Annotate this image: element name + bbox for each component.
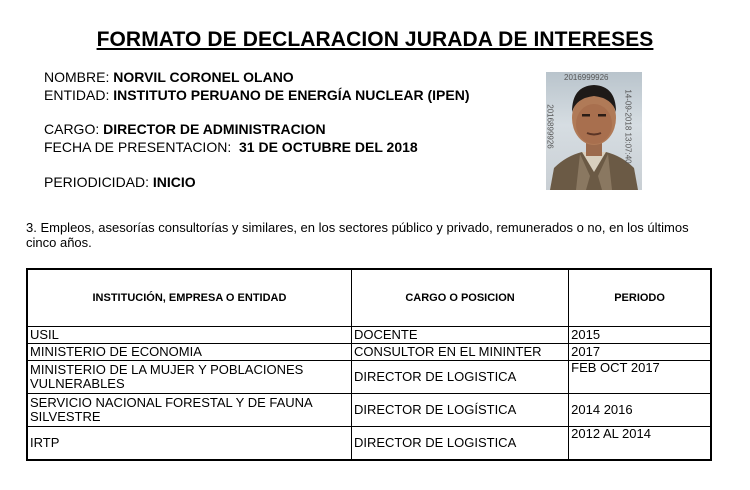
table-row <box>27 344 711 361</box>
cell-cargo: CONSULTOR EN EL MININTER <box>351 344 568 361</box>
table-row <box>27 361 711 394</box>
table-row <box>27 394 711 427</box>
cell-periodo: 2015 <box>569 327 711 344</box>
cell-institucion: MINISTERIO DE LA MUJER Y POBLACIONES VULNERABLES <box>27 361 351 394</box>
periodicidad-value: INICIO <box>152 174 196 190</box>
cell-periodo: FEB OCT 2017 <box>569 361 711 394</box>
cell-cargo: DIRECTOR DE LOGISTICA <box>351 361 568 394</box>
cargo-label: CARGO: <box>44 121 104 137</box>
cell-cargo: DIRECTOR DE LOGÍSTICA <box>351 394 568 427</box>
cell-cargo: DIRECTOR DE LOGISTICA <box>351 427 568 461</box>
header-cargo: CARGO O POSICION <box>351 269 568 327</box>
cell-institucion: USIL <box>27 327 351 344</box>
cell-institucion: MINISTERIO DE ECONOMIA <box>27 344 351 361</box>
cargo-line <box>44 121 326 137</box>
photo-stamp-id-left: 2016899926 <box>546 104 555 149</box>
nombre-line <box>44 69 294 85</box>
nombre-value: NORVIL CORONEL OLANO <box>113 69 294 85</box>
table-row <box>27 427 711 461</box>
table-row <box>27 327 711 344</box>
header-periodo: PERIODO <box>569 269 711 327</box>
employment-table <box>26 268 712 461</box>
entidad-label: ENTIDAD: <box>44 87 114 103</box>
fecha-line <box>44 139 418 155</box>
cargo-value: DIRECTOR DE ADMINISTRACION <box>103 121 326 137</box>
entidad-value: INSTITUTO PERUANO DE ENERGÍA NUCLEAR (IPEN) <box>113 87 470 103</box>
periodicidad-line <box>44 174 196 190</box>
cell-periodo: 2012 AL 2014 <box>569 427 711 461</box>
photo-stamp-date: 14-09-2018 13:07:40 <box>623 89 633 164</box>
periodicidad-label: PERIODICIDAD: <box>44 174 153 190</box>
cell-periodo: 2017 <box>569 344 711 361</box>
cell-periodo: 2014 2016 <box>569 394 711 427</box>
fecha-label: FECHA DE PRESENTACION: <box>44 139 239 155</box>
section-heading: 3. Empleos, asesorías consultorías y similares, en los sectores público y privado, remunerados o no, en los últimos cinco años. <box>26 220 689 250</box>
entidad-line <box>44 87 469 103</box>
document-title: FORMATO DE DECLARACION JURADA DE INTERESES <box>96 28 654 51</box>
cell-institucion: IRTP <box>27 427 351 461</box>
cell-institucion: SERVICIO NACIONAL FORESTAL Y DE FAUNA SILVESTRE <box>27 394 351 427</box>
declarant-photo <box>546 72 642 190</box>
fecha-value: 31 DE OCTUBRE DEL 2018 <box>239 139 418 155</box>
nombre-label: NOMBRE: <box>44 69 114 85</box>
table-header-row <box>27 269 711 327</box>
photo-stamp-id-top: 2016999926 <box>564 73 609 82</box>
cell-cargo: DOCENTE <box>351 327 568 344</box>
header-institucion: INSTITUCIÓN, EMPRESA O ENTIDAD <box>27 269 351 327</box>
